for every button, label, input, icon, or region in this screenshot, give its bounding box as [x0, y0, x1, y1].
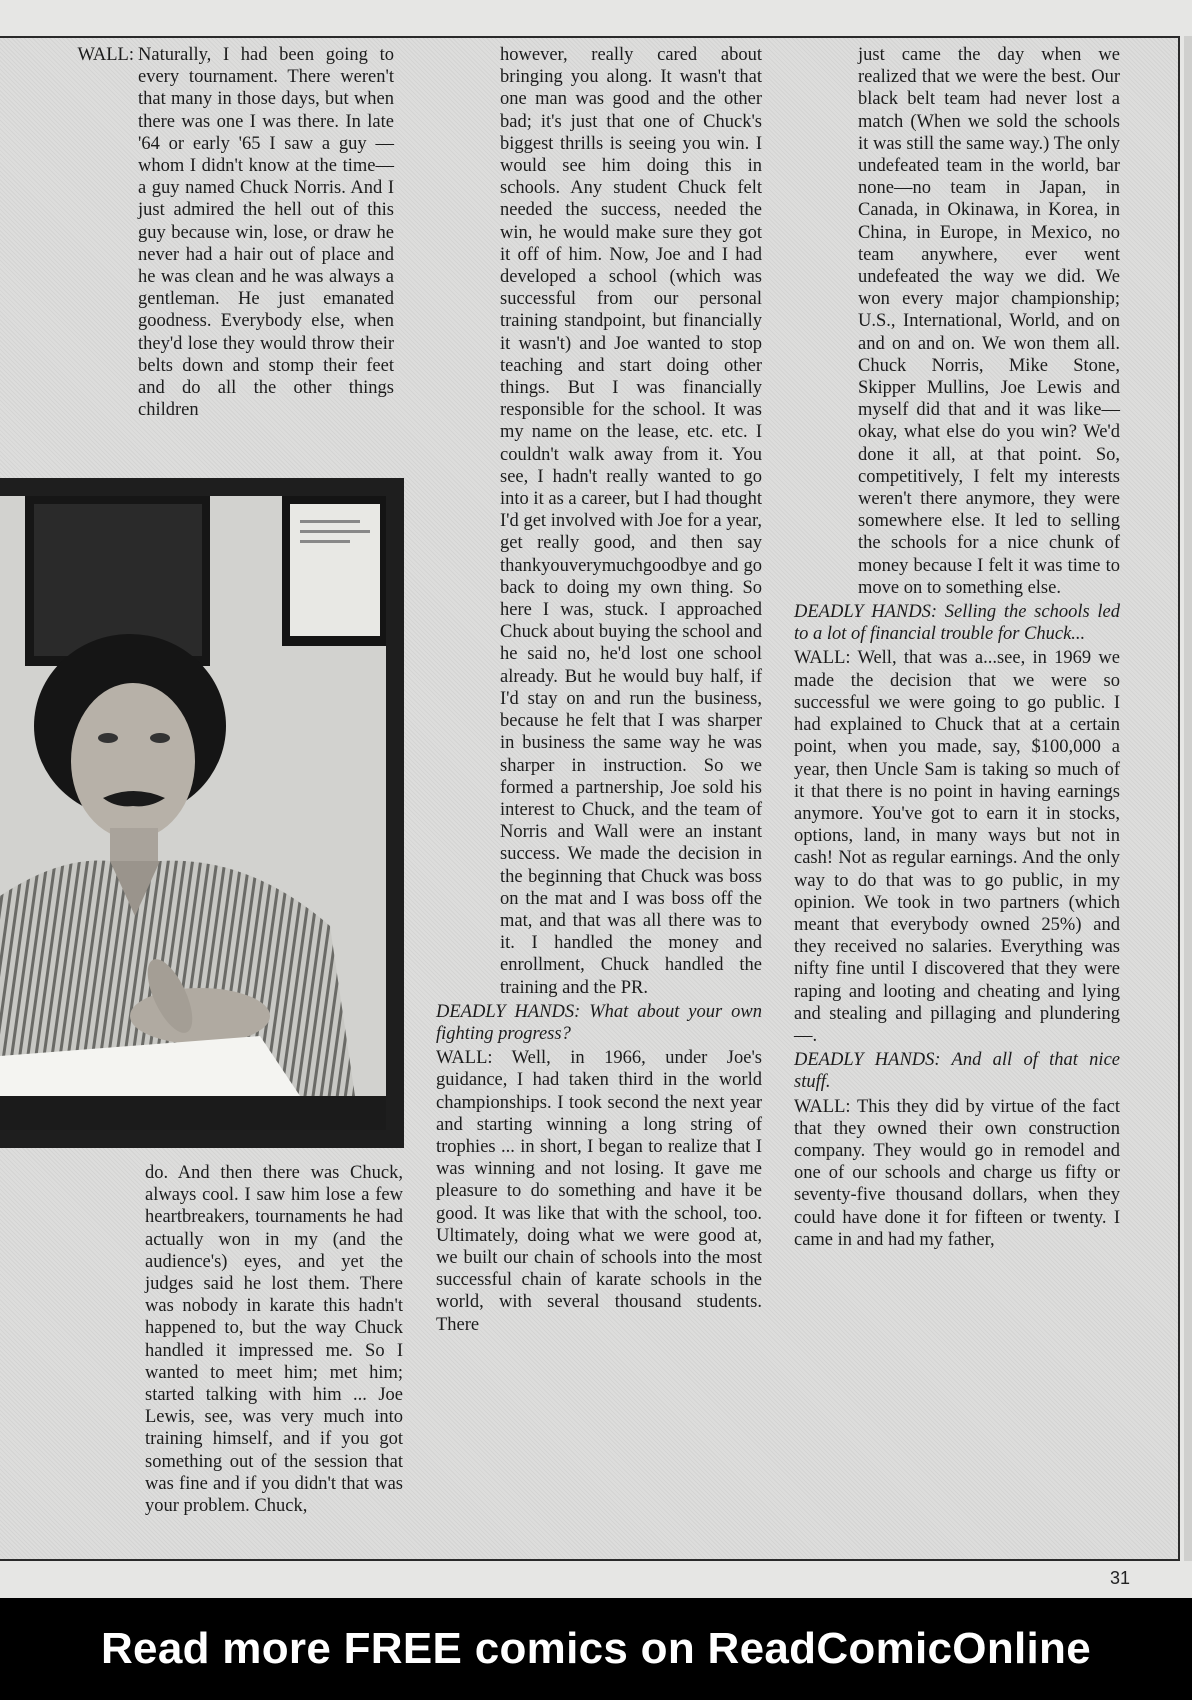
paragraph-text: just came the day when we realized that we were the best. Our black belt team had never lost a match (When we sold the schools it was still the same way.) The only undefeated team in the world, bar none—no team in Japan, in Canada, in Okinawa, in Korea, in China, in Europe, in Mexico, no team anywhere, ever went undefeated the way we did. We won every major championship; U.S., International, World, and on and on and on. We won them all. Chuck Norris, Mike Stone, Skipper Mullins, Joe Lewis and myself did that and it was like—okay, what else do you win? We'd done it all, at that point. So, competitively, I felt my interests weren't there anymore, they were somewhere else. It led to selling the schools for a nice chunk of money because I felt it was time to move on to something else. [858, 45, 1120, 598]
paragraph [77, 44, 394, 421]
paragraph-text: Well, in 1966, under Joe's guidance, I had taken third in the world championships. I took second the next year and starting winning a long string of trophies ... in short, I began to realize that I was winning and not losing. It gave me pleasure to do something and have it be good. It was like that with the school, too. Ultimately, doing what we were good at, we built our chain of schools into the most successful chain of karate schools in the world, with several thousand students. There [436, 1048, 762, 1335]
paragraph [436, 1047, 762, 1336]
paragraph-text: Naturally, I had been going to every tournament. There weren't that many in those days, but when there was one I was there. In late '64 or early '65 I saw a guy — whom I didn't know at the time—a guy named Chuck Norris. And I just admired the hell out of this guy because win, lose, or draw he never had a hair out of place and he was clean and he was always a gentleman. He just emanated goodness. Everybody else, when they'd lose they would throw their belts down and stomp their feet and do all the other things children [138, 45, 394, 421]
page-edge [1184, 36, 1192, 1561]
banner-text[interactable]: Read more FREE comics on ReadComicOnline [100, 1624, 1091, 1673]
speaker-label: DEADLY HANDS: [794, 602, 938, 623]
paragraph-text: Well, that was a...see, in 1969 we made the decision that we were so successful we were going to go public. I had explained to Chuck that at a certain point, when you made, say, $100,000 a year, then Uncle Sam is taking so much of it that there is no point in having earnings anymore. You've got to earn it in stocks, options, land, in many ways but not in cash! Not as regular earnings. And the only way to do that was to go public, in my opinion. We took in two partners (which meant that everybody owned 25%) and they received no salaries. Everything was nifty fine until I discovered that they were raping and looting and cheating and lying and stealing and pillaging and plundering—. [794, 648, 1121, 1046]
promo-banner[interactable] [0, 1598, 1192, 1700]
paragraph [794, 1096, 1120, 1251]
interviewer-question [794, 601, 1120, 645]
paragraph [858, 44, 1120, 599]
paragraph-text: do. And then there was Chuck, always cool. I saw him lose a few heartbreakers, tournaments he had actually won in my (and the audience's) eyes, and yet the judges said he lost them. There was nobody in karate this hadn't happened to, but the way Chuck handled it impressed me. So I wanted to meet him; met him; started talking with him ... Joe Lewis, see, was very much into training himself, and if you got something out of the session that was fine and if you didn't that was your problem. Chuck, [145, 1163, 403, 1517]
paragraph-text: This they did by virtue of the fact that they owned their own construction company. They would go in remodel and one of our schools and charge us fifty or seventy-five thousand dollars, when they could have done it for fifteen or twenty. I came in and had my father, [794, 1096, 1120, 1250]
speaker-label: WALL: [436, 1048, 493, 1069]
question-text: Selling the schools led to a lot of financial trouble for Chuck... [794, 602, 1120, 645]
interviewer-question [436, 1001, 762, 1045]
column-1-top [77, 44, 394, 423]
column-1-bottom [145, 1162, 403, 1517]
speaker-label: WALL: [794, 1096, 851, 1117]
speaker-label: DEADLY HANDS: [794, 1050, 941, 1071]
photo-image [0, 496, 386, 1130]
speaker-label: DEADLY HANDS: [436, 1001, 581, 1022]
column-2 [436, 44, 762, 1338]
speaker-label: WALL: [794, 648, 851, 669]
portrait-illustration [0, 496, 386, 1130]
question-text: And all of that nice stuff. [794, 1050, 1120, 1093]
column-3 [794, 44, 1121, 1253]
question-text: What about your own fighting progress? [436, 1001, 762, 1044]
paragraph-text: however, really cared about bringing you along. It wasn't that one man was good and the other bad; it's just that one of Chuck's biggest thrills is seeing you win. I would see him doing this in schools. Any student Chuck felt needed the success, needed the win, he would make sure they got it off of him. Now, Joe and I had developed a school (which was successful from our personal training standpoint, but financially it wasn't) and Joe wanted to stop teaching and start doing other things. But I was financially responsible for the school. It was my name on the lease, etc. etc. I couldn't walk away from it. You see, I hadn't really wanted to go into it as a career, but I had thought I'd get involved with Joe for a year, get really good, and then say thankyouverymuchgoodbye and go back to doing my own thing. So here I was, stuck. I approached Chuck about buying the school and he said no, he'd lost one school already. But he would buy half, if I'd stay on and run the business, because he felt that I was sharper in business the same way he was sharper in instruction. So we formed a partnership, Joe sold his interest to Chuck, and the team of Norris and Wall were an instant success. We made the decision in the beginning that Chuck was boss on the mat and I was boss off the mat, and that was all there was to it. I handled the money and enrollment, Chuck handled the training and the PR. [500, 45, 762, 998]
page-number: 31 [1110, 1568, 1131, 1588]
speaker-label: WALL: [77, 45, 134, 65]
photo-interviewee [0, 478, 404, 1148]
interviewer-question [794, 1049, 1120, 1093]
paragraph [794, 647, 1120, 1047]
paragraph [500, 44, 762, 999]
